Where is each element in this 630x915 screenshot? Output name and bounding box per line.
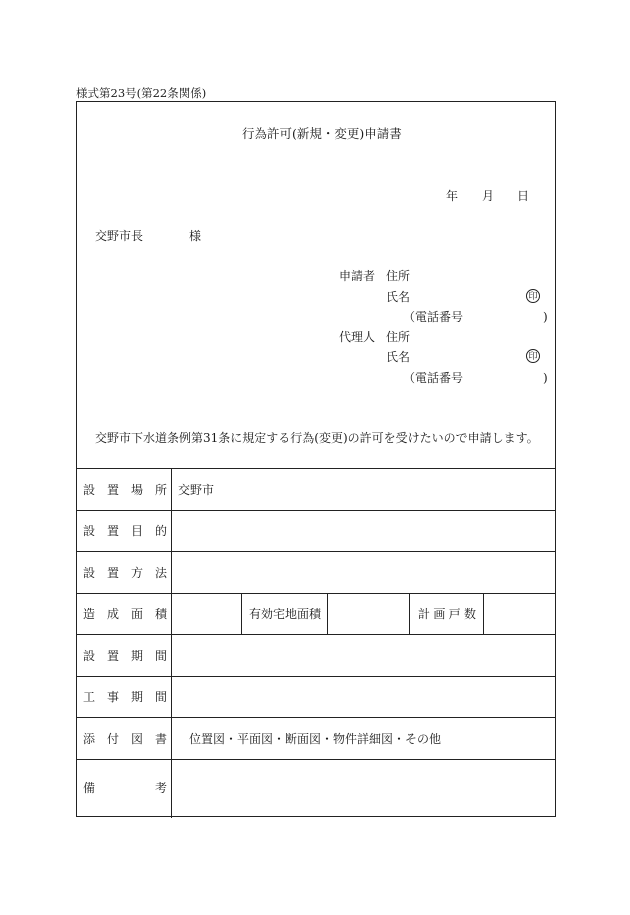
form-number: 様式第23号(第22条関係) xyxy=(76,86,207,100)
construction-period-label: 工 事 期 間 xyxy=(83,690,167,704)
area-col-divider xyxy=(483,593,484,634)
label-column-divider xyxy=(171,468,172,818)
attachments-value[interactable]: 位置図・平面図・断面図・物件詳細図・その他 xyxy=(189,732,442,746)
remarks-label: 備 考 xyxy=(83,781,167,795)
row-divider xyxy=(77,551,555,552)
location-label: 設 置 場 所 xyxy=(83,483,167,497)
row-divider xyxy=(77,510,555,511)
area-col-divider xyxy=(241,593,242,634)
addressee-honorific: 様 xyxy=(189,229,202,243)
agent-phone-close: ) xyxy=(543,371,548,385)
applicant-label: 申請者 xyxy=(339,269,376,283)
row-divider xyxy=(77,634,555,635)
agent-address-label: 住所 xyxy=(386,330,411,344)
applicant-address-label: 住所 xyxy=(386,269,411,283)
applicant-seal-icon: 印 xyxy=(526,289,540,303)
applicant-name-label: 氏名 xyxy=(386,290,411,304)
agent-phone-label: （電話番号 xyxy=(403,371,464,385)
area-col-divider xyxy=(409,593,410,634)
attachments-label: 添 付 図 書 xyxy=(83,732,167,746)
method-label: 設 置 方 法 xyxy=(83,566,167,580)
addressee-name: 交野市長 xyxy=(95,229,144,243)
area-col-divider xyxy=(327,593,328,634)
agent-label: 代理人 xyxy=(339,330,376,344)
row-divider xyxy=(77,676,555,677)
effective-area-label: 有効宅地面積 xyxy=(249,607,322,621)
purpose-label: 設 置 目 的 xyxy=(83,524,167,538)
application-statement: 交野市下水道条例第31条に規定する行為(変更)の許可を受けたいので申請します。 xyxy=(95,431,539,445)
date-day-label: 日 xyxy=(517,189,530,203)
location-value[interactable]: 交野市 xyxy=(178,483,215,497)
table-top-border xyxy=(77,468,555,469)
area-label: 造 成 面 積 xyxy=(83,607,167,621)
date-month-label: 月 xyxy=(482,189,495,203)
agent-name-label: 氏名 xyxy=(386,350,411,364)
planned-households-label: 計 画 戸 数 xyxy=(418,607,476,621)
form-title: 行為許可(新規・変更)申請書 xyxy=(242,126,402,141)
row-divider xyxy=(77,759,555,760)
row-divider xyxy=(77,717,555,718)
installation-period-label: 設 置 期 間 xyxy=(83,649,167,663)
application-form xyxy=(76,101,556,817)
applicant-phone-label: （電話番号 xyxy=(403,310,464,324)
applicant-phone-close: ) xyxy=(543,310,548,324)
agent-seal-icon: 印 xyxy=(526,349,540,363)
date-year-label: 年 xyxy=(446,189,459,203)
